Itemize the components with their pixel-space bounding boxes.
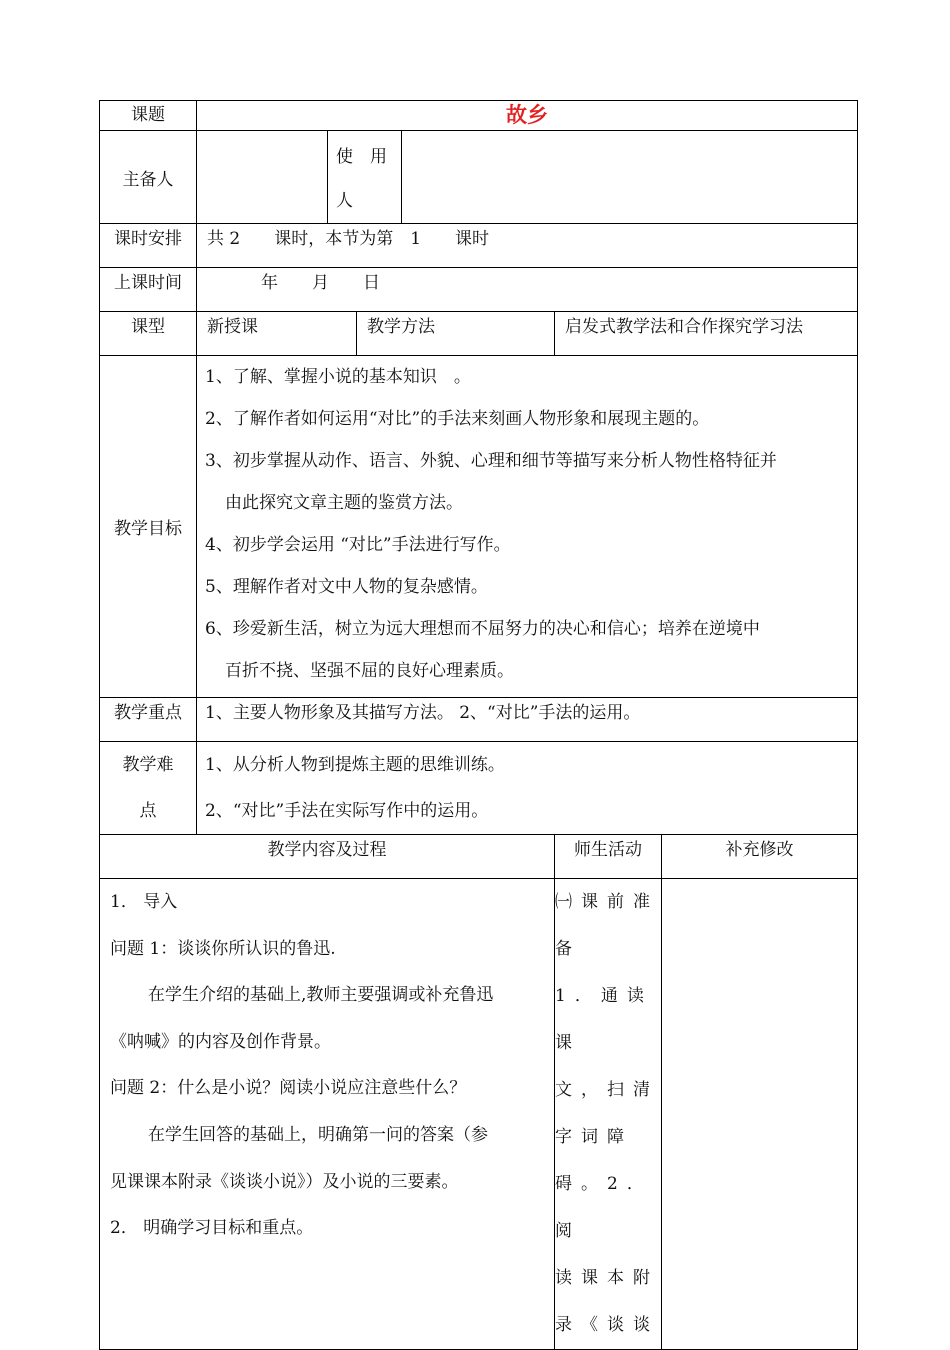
lesson-type-row [100, 312, 858, 356]
objective-item: 6、珍爱新生活，树立为远大理想而不屈努力的决心和信心；培养在逆境中 [205, 619, 760, 639]
process-line: 在学生介绍的基础上,教师主要强调或补充鲁迅 [148, 985, 494, 1006]
process-activity [555, 879, 662, 1350]
time-label: 上课时间 [100, 268, 197, 312]
difficulties-list [197, 742, 858, 835]
key-points-row [100, 698, 858, 742]
process-notes-header: 补充修改 [662, 835, 858, 879]
topic-label: 课题 [100, 101, 197, 131]
difficulties-label-line1: 教学难 [122, 755, 174, 775]
objective-item: 1、了解、掌握小说的基本知识 。 [205, 367, 471, 387]
time-row [100, 268, 858, 312]
page-title: 故乡 [197, 101, 858, 131]
objective-item: 百折不挠、坚强不屈的良好心理素质。 [225, 661, 514, 681]
title-row [100, 101, 858, 131]
process-line: 问题 2：什么是小说？阅读小说应注意些什么？ [110, 1078, 467, 1099]
process-body-row [100, 879, 858, 1350]
difficulties-label [100, 742, 197, 835]
difficulty-item: 2、“对比”手法在实际写作中的运用。 [205, 801, 489, 821]
objective-item: 2、了解作者如何运用“对比”的手法来刻画人物形象和展现主题的。 [205, 409, 710, 429]
method-label: 教学方法 [357, 312, 555, 356]
activity-line: 1．通读课 [555, 986, 653, 1053]
objectives-list [197, 356, 858, 698]
method-value: 启发式教学法和合作探究学习法 [555, 312, 858, 356]
difficulties-label-line2: 点 [139, 801, 157, 821]
lesson-type-label: 课型 [100, 312, 197, 356]
activity-line: 字词障 [555, 1127, 633, 1147]
objective-item: 4、初步学会运用 “对比”手法进行写作。 [205, 535, 511, 555]
activity-line: 备 [555, 939, 581, 959]
difficulty-item: 1、从分析人物到提炼主题的思维训练。 [205, 755, 505, 775]
process-header-row [100, 835, 858, 879]
process-line: 见课课本附录《谈谈小说》）及小说的三要素。 [110, 1171, 459, 1192]
process-content-header: 教学内容及过程 [100, 835, 555, 879]
user-value [402, 131, 858, 224]
process-content [100, 879, 555, 1350]
schedule-value: 共 2 课时，本节为第 1 课时 [197, 224, 858, 268]
process-line: 2． 明确学习目标和重点。 [110, 1218, 314, 1239]
key-points-label: 教学重点 [100, 698, 197, 742]
process-line: 《呐喊》的内容及创作背景。 [110, 1031, 331, 1052]
user-label-line1: 使 用 [336, 147, 387, 167]
objectives-label: 教学目标 [100, 356, 197, 698]
objectives-row [100, 356, 858, 698]
schedule-label: 课时安排 [100, 224, 197, 268]
lesson-plan-table [99, 100, 858, 1350]
difficulties-row [100, 742, 858, 835]
process-notes [662, 879, 858, 1350]
objective-item: 3、初步掌握从动作、语言、外貌、心理和细节等描写来分析人物性格特征并 [205, 451, 777, 471]
time-value: 年 月 日 [197, 268, 858, 312]
preparer-label: 主备人 [100, 131, 197, 224]
process-line: 在学生回答的基础上，明确第一问的答案（参 [148, 1124, 488, 1145]
preparer-value [197, 131, 328, 224]
lesson-type-value: 新授课 [197, 312, 357, 356]
user-label [328, 131, 402, 224]
activity-line: ㈠课前准 [555, 892, 659, 912]
activity-line: 碍。2．阅 [555, 1174, 653, 1241]
activity-line: 录《谈谈 [555, 1315, 659, 1335]
process-line: 问题 1：谈谈你所认识的鲁迅. [110, 938, 336, 959]
process-activity-header: 师生活动 [555, 835, 662, 879]
key-points-value: 1、主要人物形象及其描写方法。 2、“对比”手法的运用。 [197, 698, 858, 742]
preparer-row [100, 131, 858, 224]
activity-line: 文，扫清 [555, 1080, 659, 1100]
user-label-line2: 人 [336, 191, 353, 211]
activity-line: 读课本附 [555, 1268, 659, 1288]
process-line: 1． 导入 [110, 892, 178, 912]
objective-item: 5、理解作者对文中人物的复杂感情。 [205, 577, 488, 597]
objective-item: 由此探究文章主题的鉴赏方法。 [225, 493, 463, 513]
schedule-row [100, 224, 858, 268]
